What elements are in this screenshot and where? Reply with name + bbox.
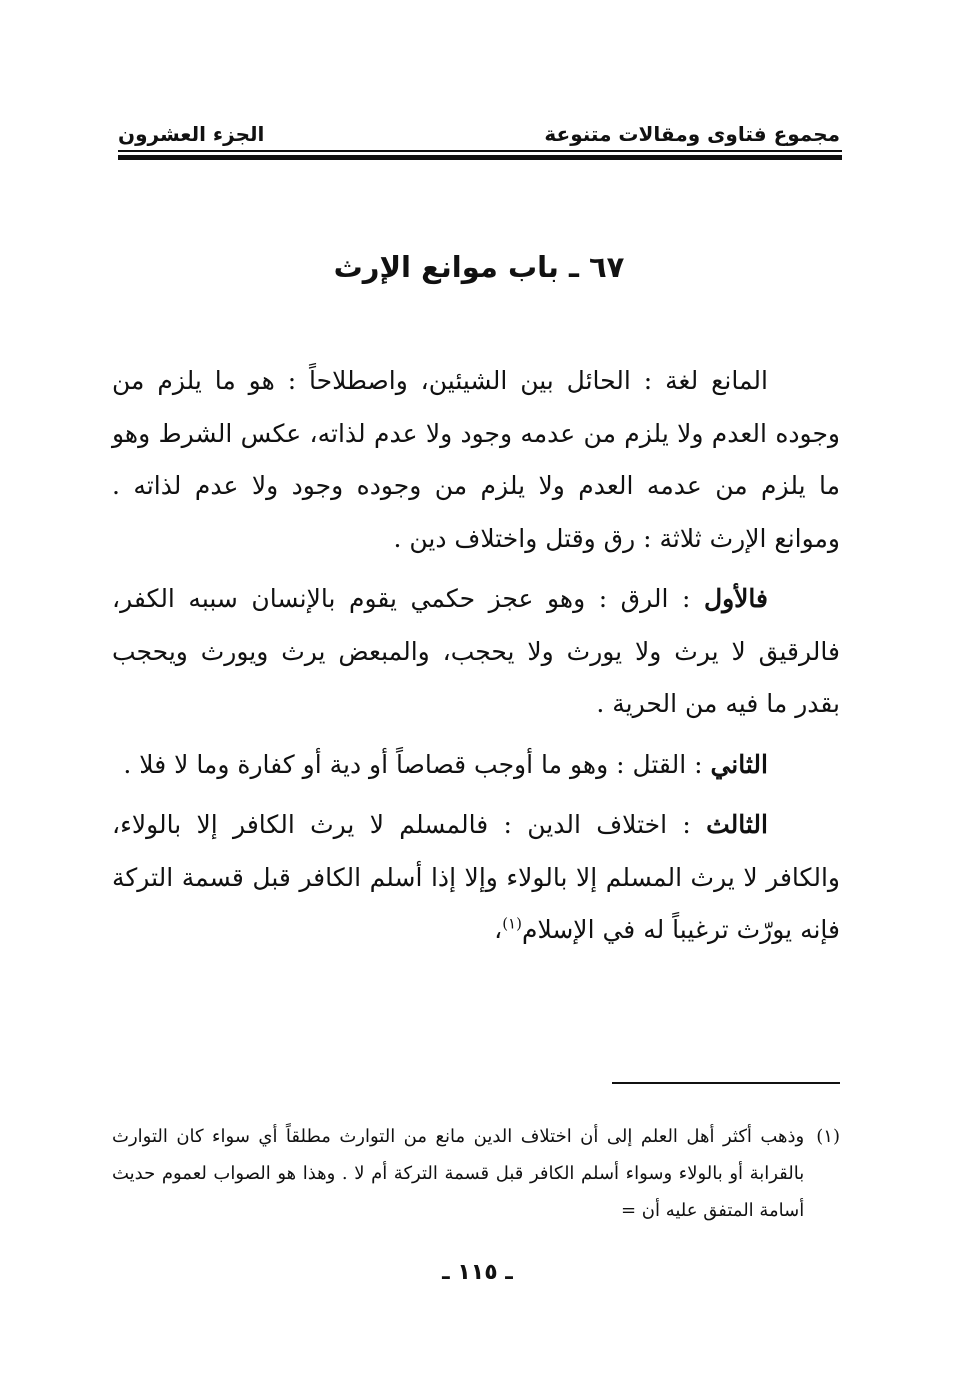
footnotes bbox=[112, 1118, 840, 1229]
footnote-separator bbox=[612, 1082, 840, 1084]
paragraph-end-punctuation: ، bbox=[494, 915, 503, 944]
paragraph-first-impediment bbox=[112, 573, 840, 731]
footnote-number: (١) bbox=[816, 1126, 840, 1147]
paragraph-third-impediment bbox=[112, 799, 840, 957]
paragraph-text-first: : الرق : وهو عجز حكمي يقوم بالإنسان سببه الكفر، فالرقيق لا يرث ولا يورث ولا يحجب، والمبعض يرث ويورث ويحجب بقدر ما فيه من الحرية . bbox=[112, 584, 840, 718]
paragraph-second-impediment bbox=[112, 739, 840, 792]
page-number: ـ ١١٥ ـ bbox=[442, 1260, 513, 1285]
body-text bbox=[112, 355, 840, 965]
running-header bbox=[118, 106, 840, 146]
paragraph-text-second: : القتل : وهو ما أوجب قصاصاً أو دية أو كفارة وما لا فلا . bbox=[123, 749, 711, 779]
paragraph-lead-third: الثالث bbox=[706, 810, 768, 839]
footnote-reference: (١) bbox=[502, 914, 522, 933]
header-rule-thin bbox=[118, 150, 842, 152]
footnote-text: وذهب أكثر أهل العلم إلى أن اختلاف الدين مانع من التوارث مطلقاً أي سواء كان التوارث بالقرابة أو بالولاء وسواء أسلم الكافر قبل قسمة التركة أم لا . وهذا هو الصواب لعموم حديث أسامة المتفق عليه أن = bbox=[112, 1126, 805, 1221]
header-rule-thick bbox=[118, 155, 842, 160]
book-title: مجموع فتاوى ومقالات متنوعة bbox=[544, 122, 840, 146]
paragraph-definition: المانع لغة : الحائل بين الشيئين، واصطلاحاً : هو ما يلزم من وجوده العدم ولا يلزم من عدمه وجود ولا عدم لذاته، عكس الشرط وهو ما يلزم من عدمه العدم ولا يلزم من وجوده وجود ولا عدم لذاته . وموانع الإرث ثلاثة : رق وقتل واختلاف دين . bbox=[112, 366, 840, 553]
volume-label: الجزء العشرون bbox=[118, 122, 265, 146]
header-rule bbox=[118, 150, 842, 160]
paragraph-text-third: : اختلاف الدين : فالمسلم لا يرث الكافر إلا بالولاء، والكافر لا يرث المسلم إلا بالولاء وإلا إذا أسلم الكافر قبل قسمة التركة فإنه يورّث ترغيباً له في الإسلام bbox=[112, 810, 840, 944]
paragraph-lead-first: فالأول bbox=[703, 584, 768, 613]
chapter-title: ٦٧ ـ باب موانع الإرث bbox=[333, 250, 625, 284]
paragraph-lead-second: الثاني bbox=[710, 749, 768, 779]
footnote-item bbox=[112, 1118, 840, 1229]
